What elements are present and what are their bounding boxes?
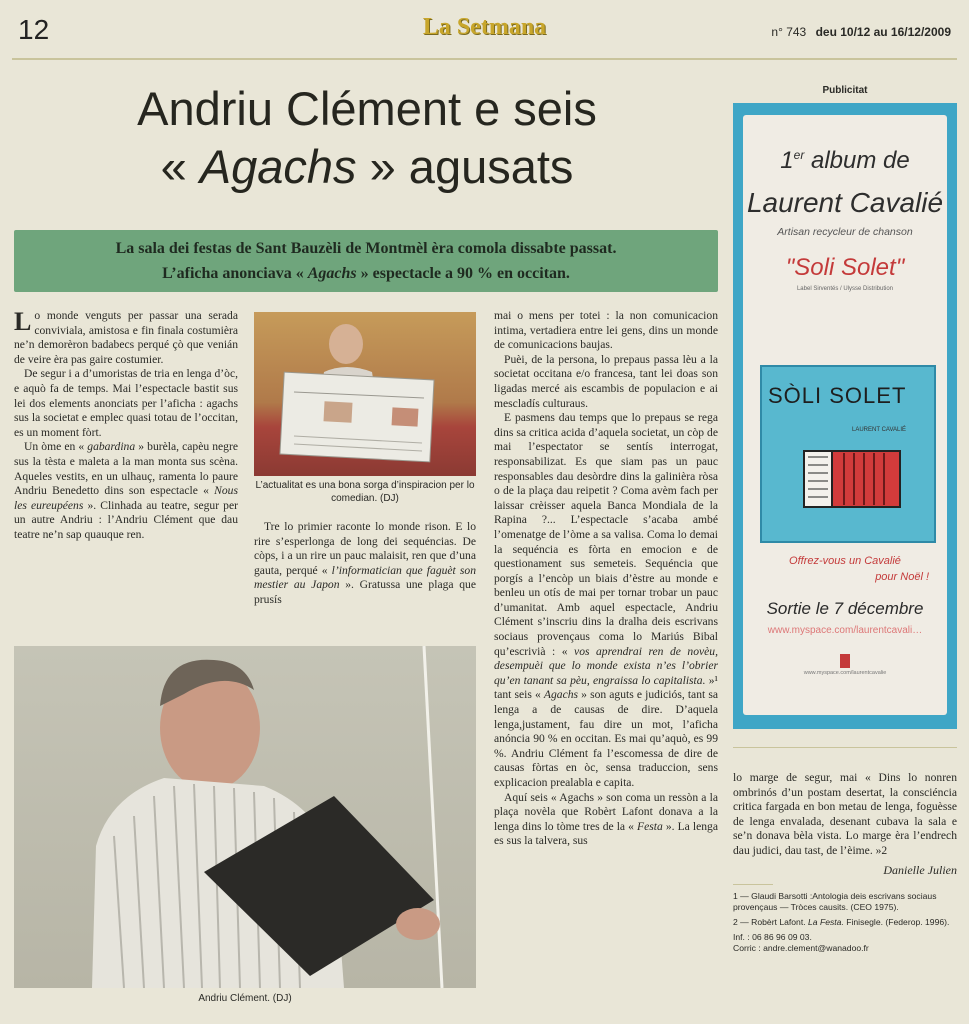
paragraph: Lo monde venguts per passar una serada conviviala, amistosa e fin finala costumièra ne’n demorèron badabecs perqué çò que venián de veire èra pas gaire costumier.	[14, 307, 238, 366]
paragraph: Puèi, de la persona, lo prepaus passa lèu a la societat occitana e/o francesa, tant lei doas son ligadas mercé ais escambis de populacion e ai mescladís culturaus.	[494, 352, 718, 410]
notes-rule	[733, 884, 773, 885]
subhead-line1: La sala dei festas de Sant Bauzèli de Montmèl èra comola dissabte passat.	[115, 240, 617, 257]
ad-logo-icon	[840, 654, 850, 668]
paragraph: E pasmens dau temps que lo prepaus se rega dins sa critica acida d’aquela societat, un còp de mai l’espectator se sentís interrogat, responsabilizat. Es que siam pas un pauc responsables dau desòrdre dins la galinièra ròsa o de la plaça dau reipetit ? Coma avèm fach per laissar crèisser aquela Banca Mondiala de la Rapina ?... L’espectacle s’acaba ambé l’omenatge de l’òme a sa valisa. Coma lo demai la sequéncia es fòrta en emocion e de questionament sus semeteis. Sequéncia que porgís a l’encòp un biais d’èstre au monde e benleu un otís de mai per tornar trobar un pauc d’umanitat. Amb aquel espectacle, Andriu Clément s’inscriu dins la dralha deis escrivans sociaus provençaus coma lo Mariús Bibal qu’escrivià : « vos aprendrai ren de novèu, desempuèi que lo monde exista n’es l’obrier qu’en tanant sa pèu, engraissa lo capitalista. »¹ tant seis « Agachs » son aguts e judiciós, tant sa lenga a de causas de dire. D’aquela lenga,justament, fau dire un mot, l’aficha anóncia 90 % en occitan. Es mai qu’aquò, es 99 %. Andriu Clément fa l’escomessa de dire de causas fòrtas en òc, sensa traduccion, sens explicacion prealabla e capita.	[494, 411, 719, 789]
ad-release-date: Sortie le 7 décembre	[766, 599, 924, 618]
ad-album-cover	[760, 365, 936, 543]
paragraph: De segur i a d’umoristas de tria en lenga d’òc, e aquò fa de temps. Mai l’espectacle bastit sus lei dos elements anonciats per l’aficha : agachs sus la societat e emplec quasi totau de l’occitan, es un moment fòrt.	[14, 367, 238, 439]
photo-andriu-clement	[14, 646, 476, 988]
contact-email: Corric : andre.clement@wanadoo.fr	[733, 942, 869, 953]
subhead	[14, 236, 718, 286]
column-3	[494, 309, 718, 849]
ad-cover-artist: LAURENT CAVALIÉ	[852, 427, 907, 433]
issue-info	[771, 25, 951, 39]
paragraph: Aquí seis « Agachs » son coma un ressòn a la plaça novèla que Robèrt Lafont donava a la lenga dins lo tòme tres de la « Festa ». La lenga es sus la talvera, sus	[494, 790, 718, 848]
man-with-newspaper-icon	[254, 312, 476, 476]
headline-line2: « Agachs » agusats	[160, 140, 574, 193]
photo-reading-newspaper	[254, 312, 476, 476]
ad-offer-line: Offrez-vous un Cavalié	[789, 555, 901, 567]
headline-line1: Andriu Clément e seis	[137, 82, 597, 135]
paragraph: Un òme en « gabardina » burèla, capèu negre sus la tèsta e maleta a la man monta sus scèna. Aqueles vestits, en un ulhauç, ramenta lo paure Andriu Benedetto dins son espectacle « Nous les eureupéens ». Clinhada au teatre, segur per un autre Andriu : l’Andriu Clément que dau teatre ne’n sap quauque ren.	[14, 440, 238, 541]
ad-bottom-content	[743, 555, 947, 676]
footnote-1: 1 — Glaudi Barsotti :Antologia deis escrivans sociaus provençaus — Tròces causits. (CEO 1975).	[733, 890, 937, 912]
ad-artist-name: Laurent Cavalié	[746, 187, 944, 218]
footnote-2: 2 — Robèrt Lafont. La Festa. Finisegle. (Federop. 1996).	[733, 916, 950, 927]
issue-number: n° 743	[771, 25, 807, 39]
headline	[12, 80, 722, 196]
subhead-line2: L’aficha anonciava « Agachs » espectacle a 90 % en occitan.	[162, 265, 570, 282]
ad-tagline: Artisan recycleur de chanson	[777, 226, 913, 238]
column-2	[254, 520, 476, 608]
ad-album-title: "Soli Solet"	[785, 254, 905, 281]
ad-website: www.myspace.com/laurentcavali…	[767, 625, 923, 636]
ad-label: Publicitat	[822, 85, 868, 96]
masthead: La Setmana	[422, 14, 547, 40]
ad-christmas-line: pour Noël !	[875, 571, 929, 583]
paragraph: Tre lo primier raconte lo monde rison. E lo rire s’esperlonga de long dei sequéncias. De còps, i a un rire un pauc malaisit, ren que d’una gauta, perqué « l’informatician que faguèt son mestier au Japon ». Gratussa une plaga que prusís	[254, 520, 476, 606]
ad-content	[743, 140, 947, 292]
ad-bottom-url: www.myspace.com/laurentcavalie	[803, 670, 887, 676]
paragraph: lo marge de segur, mai « Dins lo nonren ombrinós d’un postam desertat, la consciéncia critica fargada en bon metau de lenga, foguèsse de lenga envalada, desenant cubava la sala e se’n donava bèla vista. Lo marge èra l’endrech dau judici, dau tast, de l’èime. »2	[733, 771, 957, 857]
contact-phone: Inf. : 06 86 96 09 03.	[733, 931, 812, 942]
ad-label-line: Label Sirventés / Ulysse Distribution	[796, 286, 894, 292]
accordion-icon	[762, 367, 934, 541]
column-rule	[733, 747, 957, 748]
ad-cover-title: SÒLI SOLET	[768, 383, 907, 408]
column-1	[14, 309, 238, 543]
paragraph: mai o mens per totei : la non comunicacion intima, vertadiera entre lei gens, dins un monde de comunicacions baujas.	[494, 309, 718, 352]
header-rule	[12, 58, 957, 60]
signature: Danielle Julien	[883, 862, 957, 877]
page-number: 12	[18, 14, 50, 45]
drop-cap: L	[14, 307, 32, 336]
column-4	[733, 771, 957, 954]
ad-album-line: 1er album de	[780, 147, 910, 174]
performer-with-folder-icon	[14, 646, 476, 988]
issue-dates: deu 10/12 au 16/12/2009	[815, 25, 951, 39]
photo-bottom-caption: Andriu Clément. (DJ)	[198, 993, 292, 1004]
photo-top-caption: L’actualitat es una bona sorga d’inspiracion per lo comedian. (DJ)	[255, 480, 475, 504]
